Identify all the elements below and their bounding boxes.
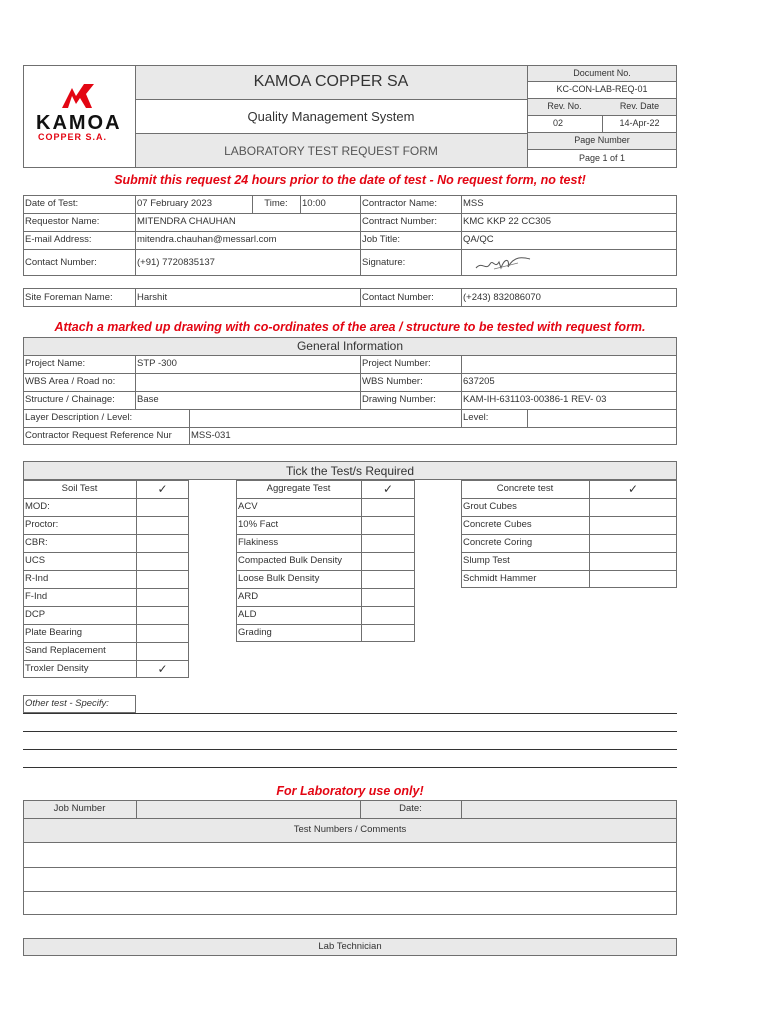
soil-test-item-label: CBR: — [25, 537, 48, 549]
project-number-field[interactable] — [461, 355, 677, 373]
page-number: Page 1 of 1 — [578, 153, 626, 163]
level-label: Level: — [463, 412, 489, 424]
soil-test-item-checkbox[interactable] — [136, 534, 189, 552]
soil-test-item-label: DCP — [25, 609, 46, 621]
form-title: LABORATORY TEST REQUEST FORM — [224, 143, 438, 158]
aggregate-test-item-label: Compacted Bulk Density — [238, 555, 343, 567]
time-field[interactable]: 10:00 — [302, 198, 326, 210]
aggregate-test-item-label: Grading — [238, 627, 272, 639]
lab-technician-label: Lab Technician — [318, 941, 382, 953]
soil-test-item-checkbox[interactable] — [136, 498, 189, 516]
aggregate-test-item-checkbox[interactable] — [361, 588, 415, 606]
email-field[interactable]: mitendra.chauhan@messarl.com — [137, 234, 277, 246]
concrete-test-item-label: Grout Cubes — [463, 501, 517, 513]
other-test-line-3 — [23, 749, 677, 750]
comments-row-1[interactable] — [23, 842, 677, 867]
foreman-contact-label: Contact Number: — [362, 291, 434, 303]
logo-subtitle: COPPER S.A. — [38, 132, 108, 142]
requestor-field[interactable]: MITENDRA CHAUHAN — [137, 216, 236, 228]
email-label: E-mail Address: — [25, 234, 92, 246]
drawing-notice: Attach a marked up drawing with co-ordinates of the area / structure to be tested with request form. — [54, 320, 646, 334]
soil-test-header: Soil Test — [61, 483, 98, 495]
soil-test-item-label: UCS — [25, 555, 46, 567]
company-logo — [30, 80, 130, 150]
soil-test-item-label: MOD: — [25, 501, 50, 513]
job-number-field[interactable] — [136, 800, 360, 818]
date-field[interactable]: 07 February 2023 — [137, 198, 212, 210]
aggregate-test-item-checkbox[interactable] — [361, 498, 415, 516]
aggregate-test-item-checkbox[interactable] — [361, 606, 415, 624]
soil-test-item-checkbox[interactable] — [136, 642, 189, 660]
aggregate-test-item-checkbox[interactable] — [361, 552, 415, 570]
doc-no: KC-CON-LAB-REQ-01 — [556, 84, 648, 94]
soil-test-item-label: Plate Bearing — [25, 627, 83, 639]
soil-test-header-check-icon: ✓ — [157, 482, 168, 496]
signature-label: Signature: — [362, 256, 406, 268]
wbs-area-field[interactable] — [135, 373, 360, 391]
other-test-field[interactable] — [136, 695, 677, 713]
other-test-line-2 — [23, 731, 677, 732]
aggregate-test-item-label: ARD — [238, 591, 259, 603]
aggregate-test-item-label: Flakiness — [238, 537, 279, 549]
soil-test-item-checkbox[interactable] — [136, 624, 189, 642]
drawing-number-field[interactable]: KAM-IH-631103-00386-1 REV- 03 — [463, 394, 607, 406]
concrete-test-item-label: Concrete Coring — [463, 537, 533, 549]
wbs-area-label: WBS Area / Road no: — [25, 376, 116, 388]
wbs-number-label: WBS Number: — [362, 376, 423, 388]
contractor-ref-label: Contractor Request Reference Nur — [25, 430, 172, 442]
soil-test-item-label: Sand Replacement — [25, 645, 106, 657]
lab-date-label: Date: — [399, 803, 422, 815]
kamoa-logo-icon — [58, 80, 98, 112]
aggregate-test-item-checkbox[interactable] — [361, 534, 415, 552]
other-test-line-4 — [23, 767, 677, 768]
soil-test-item-checkbox[interactable] — [136, 570, 189, 588]
aggregate-test-item-label: ALD — [238, 609, 257, 621]
system-name: Quality Management System — [247, 108, 415, 124]
layer-label: Layer Description / Level: — [25, 412, 133, 424]
lab-use-notice: For Laboratory use only! — [276, 784, 424, 798]
contract-number-label: Contract Number: — [362, 216, 437, 228]
rev-no: 02 — [552, 118, 563, 128]
aggregate-test-item-label: 10% Fact — [238, 519, 279, 531]
aggregate-test-header: Aggregate Test — [266, 483, 331, 495]
foreman-contact-field[interactable]: (+243) 832086070 — [463, 291, 541, 303]
aggregate-test-item-checkbox[interactable] — [361, 516, 415, 534]
signature-image — [470, 251, 540, 273]
contact-label: Contact Number: — [25, 256, 97, 268]
rev-date-label: Rev. Date — [619, 101, 660, 111]
soil-test-item-label: R-Ind — [25, 573, 49, 585]
tests-title: Tick the Test/s Required — [285, 463, 415, 478]
drawing-number-label: Drawing Number: — [362, 394, 436, 406]
company-name: KAMOA COPPER SA — [253, 73, 409, 90]
other-test-line-1 — [23, 713, 677, 714]
comments-row-2[interactable] — [23, 867, 677, 891]
soil-test-item-checkbox[interactable] — [136, 516, 189, 534]
foreman-label: Site Foreman Name: — [25, 291, 113, 303]
submit-notice: Submit this request 24 hours prior to the date of test - No request form, no test! — [114, 173, 586, 187]
soil-test-item-checkbox[interactable] — [136, 588, 189, 606]
structure-label: Structure / Chainage: — [25, 394, 115, 406]
check-mark-icon: ✓ — [157, 662, 168, 676]
logo-word: KAMOA — [36, 112, 122, 134]
contractor-name-label: Contractor Name: — [362, 198, 437, 210]
project-name-label: Project Name: — [25, 358, 86, 370]
concrete-test-header-check-icon: ✓ — [627, 482, 639, 496]
soil-test-item-checkbox[interactable] — [136, 660, 189, 678]
layer-field[interactable] — [189, 409, 461, 427]
concrete-test-item-checkbox[interactable] — [589, 516, 677, 534]
contact-field[interactable]: (+91) 7720835137 — [137, 256, 215, 268]
concrete-test-item-checkbox[interactable] — [589, 570, 677, 588]
aggregate-test-item-checkbox[interactable] — [361, 624, 415, 642]
soil-test-item-label: F-Ind — [25, 591, 48, 603]
comments-row-3[interactable] — [23, 891, 677, 915]
aggregate-test-item-checkbox[interactable] — [361, 570, 415, 588]
soil-test-item-checkbox[interactable] — [136, 552, 189, 570]
contractor-ref-field[interactable]: MSS-031 — [191, 430, 231, 442]
rev-no-label: Rev. No. — [547, 101, 582, 111]
level-field[interactable] — [527, 409, 677, 427]
signature-scribble-icon — [470, 251, 540, 273]
aggregate-test-header-check-icon: ✓ — [382, 482, 394, 496]
aggregate-test-item-label: ACV — [238, 501, 258, 513]
job-title-field[interactable]: QA/QC — [463, 234, 494, 246]
concrete-test-item-label: Concrete Cubes — [463, 519, 532, 531]
aggregate-test-item-label: Loose Bulk Density — [238, 573, 320, 585]
concrete-test-item-label: Slump Test — [463, 555, 510, 567]
project-number-label: Project Number: — [362, 358, 431, 370]
concrete-test-item-label: Schmidt Hammer — [463, 573, 537, 585]
foreman-field[interactable]: Harshit — [137, 291, 168, 303]
concrete-test-item-checkbox[interactable] — [589, 498, 677, 516]
other-test-label: Other test - Specify: — [25, 698, 109, 710]
structure-field[interactable]: Base — [137, 394, 159, 406]
time-label: Time: — [264, 198, 288, 210]
contractor-name-field[interactable]: MSS — [463, 198, 484, 210]
general-info-title: General Information — [296, 339, 404, 353]
concrete-test-item-checkbox[interactable] — [589, 552, 677, 570]
project-name-field[interactable]: STP -300 — [137, 358, 177, 370]
page-number-label: Page Number — [574, 135, 630, 145]
date-label: Date of Test: — [25, 198, 79, 210]
doc-no-label: Document No. — [573, 67, 631, 78]
lab-date-field[interactable] — [461, 800, 677, 818]
job-number-label: Job Number — [53, 803, 106, 815]
concrete-test-item-checkbox[interactable] — [589, 534, 677, 552]
soil-test-item-label: Troxler Density — [25, 663, 89, 675]
requestor-label: Requestor Name: — [25, 216, 100, 228]
concrete-test-header: Concrete test — [496, 483, 554, 495]
comments-label: Test Numbers / Comments — [293, 824, 407, 836]
soil-test-item-checkbox[interactable] — [136, 606, 189, 624]
soil-test-item-label: Proctor: — [25, 519, 59, 531]
contract-number-field[interactable]: KMC KKP 22 CC305 — [463, 216, 552, 228]
job-title-label: Job Title: — [362, 234, 401, 246]
wbs-number-field[interactable]: 637205 — [463, 376, 495, 388]
rev-date: 14-Apr-22 — [619, 118, 660, 128]
